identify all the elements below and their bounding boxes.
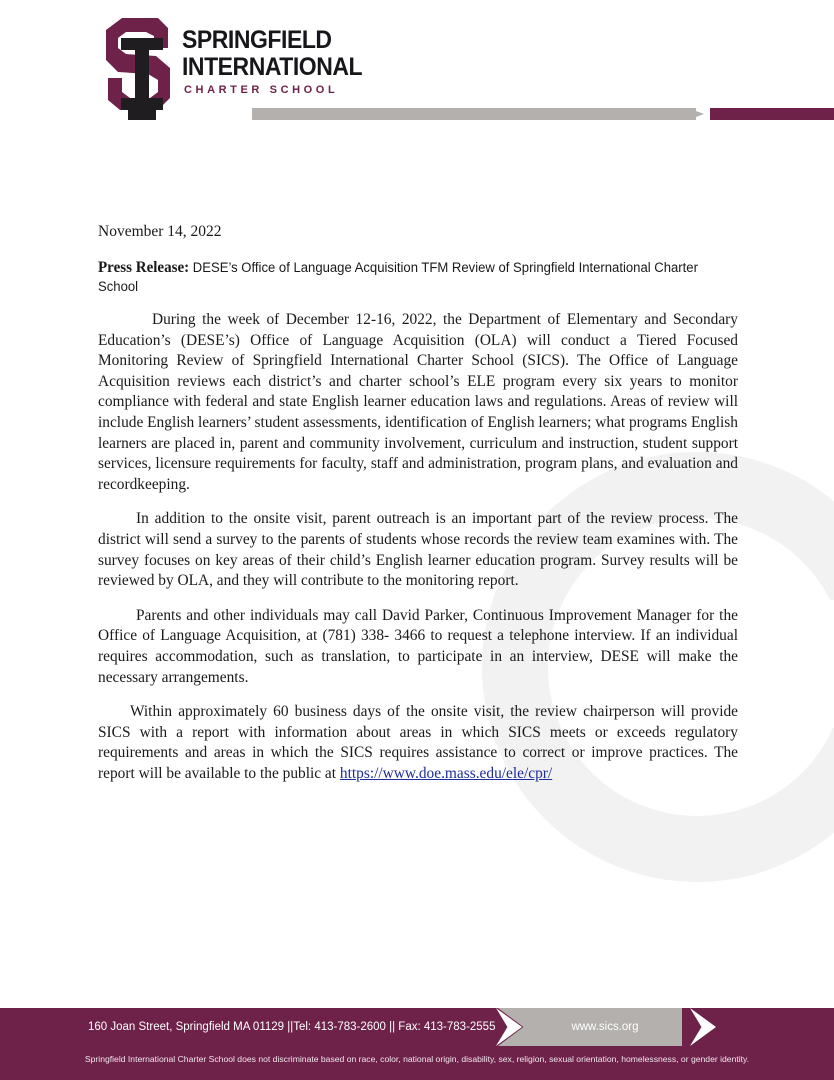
header-rule-gray [252, 108, 696, 120]
header-rule-gray-arrow-icon [688, 108, 704, 120]
paragraph-4 [98, 702, 738, 784]
logo-line-charter-school: CHARTER SCHOOL [184, 84, 339, 96]
paragraph-3: Parents and other individuals may call David Parker, Continuous Improvement Manager for the Office of Language Acquisition, at (781) 338- 3466 to request a telephone interview. If an individual requires accommodation, such as translation, to participate in an interview, DESE will make the necessary arrangements. [98, 606, 738, 686]
logo-line-springfield: SPRINGFIELD [182, 26, 332, 54]
press-release-label: Press Release: [98, 259, 190, 276]
paragraph-2: In addition to the onsite visit, parent outreach is an important part of the review process. The district will send a survey to the parents of students whose records the review team examines with. The survey focuses on key areas of their child’s English learner education program. Survey results will be reviewed by OLA, and they will contribute to the monitoring report. [98, 510, 738, 590]
logo-wordmark [182, 14, 378, 96]
letterhead-footer [0, 1002, 834, 1080]
paragraph-4-text: Within approximately 60 business days of the onsite visit, the review chairperson will provide SICS with a report with information about areas in which SICS meets or exceeds regulatory requirements and areas in which the SICS requires assistance to correct or improve practices. The report will be available to the public at [98, 703, 738, 782]
footer-address: 160 Joan Street, Springfield MA 01129 ||Tel: 413-783-2600 || Fax: 413-783-2555 [88, 1021, 496, 1033]
press-release-title: DESE’s Office of Language Acquisition TFM Review of Springfield International Charter School [98, 260, 698, 294]
school-logo [92, 14, 378, 120]
press-release-subject [98, 258, 719, 296]
footer-disclaimer-text: Springfield International Charter School does not discriminate based on race, color, national origin, disability, sex, religion, sexual orientation, homelessness, or gender identity. [84, 1054, 750, 1064]
logo-line-international: INTERNATIONAL [182, 53, 363, 81]
header-rule-maroon [710, 108, 834, 120]
si-monogram-logo-icon [92, 14, 176, 120]
footer-website[interactable]: www.sics.org [571, 1021, 639, 1033]
dese-cpr-link[interactable]: https://www.doe.mass.edu/ele/cpr/ [339, 764, 553, 782]
document-body [98, 222, 738, 798]
letterhead-header [0, 0, 834, 130]
paragraph-1: During the week of December 12-16, 2022, the Department of Elementary and Secondary Education’s (DESE’s) Office of Language Acquisition (OLA) will conduct a Tiered Focused Monitoring Review of Springfield International Charter School (SICS). The Office of Language Acquisition reviews each district’s and charter school’s ELE program every six years to monitor compliance with federal and state English learner education laws and regulations. Areas of review will include English learners’ student assessments, identification of English learners; what programs English learners are placed in, parent and community involvement, curriculum and instruction, student support services, licensure requirements for faculty, staff and administration, program plans, and evaluation and recordkeeping. [98, 311, 738, 493]
letter-date: November 14, 2022 [98, 223, 222, 240]
